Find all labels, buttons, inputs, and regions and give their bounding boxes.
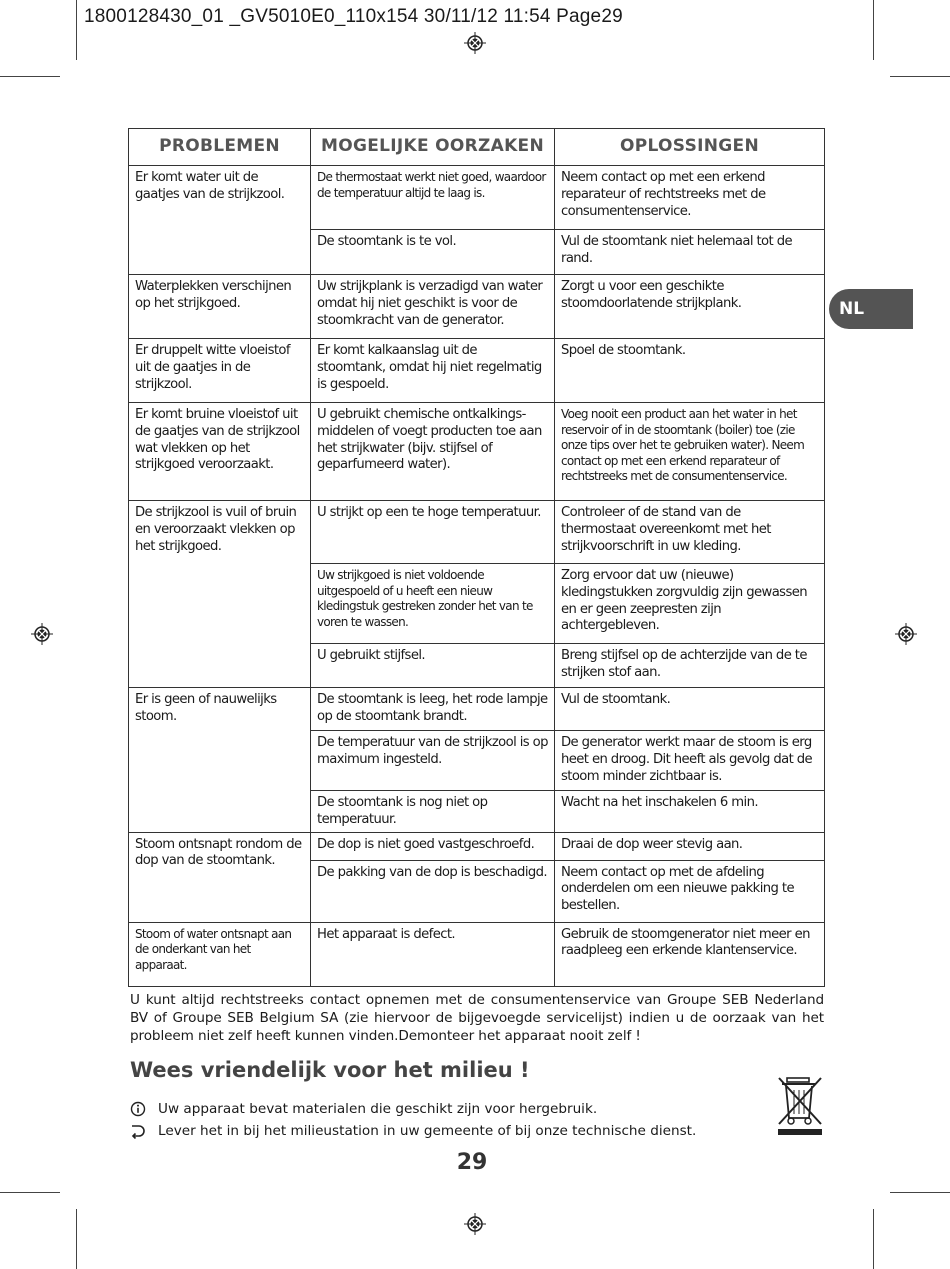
language-tab: NL [829,289,913,329]
solution-cell: Voeg nooit een product aan het water in het reservoir of in de stoomtank (boiler) toe (zie onze tips over het te gebruiken water). Neem contact op met een erkend reparateur of rechtstreeks met de consumentenservice. [555,403,825,501]
problem-cell: Waterplekken verschijnen op het strijkgoed. [129,275,311,339]
crop-mark [0,1192,60,1193]
table-row [129,275,825,339]
registration-mark-icon [464,1213,486,1235]
column-header-solutions: OPLOSSINGEN [555,129,825,166]
table-row [129,688,825,731]
cause-cell: Uw strijkgoed is niet voldoende uitgespoeld of u heeft een nieuw kledingstuk gestreken zonder het van te voren te wassen. [311,564,555,644]
solution-cell: Vul de stoomtank. [555,688,825,731]
problem-cell: Er is geen of nauwelijks stoom. [129,688,311,833]
problem-cell: Stoom of water ontsnapt aan de onderkant van het apparaat. [129,922,311,986]
crossed-out-bin-icon [776,1074,824,1136]
environment-list [130,1098,750,1142]
crop-mark [890,1192,950,1193]
table-row [129,832,825,860]
cause-cell: De pakking van de dop is beschadigd. [311,860,555,922]
crop-mark [76,1209,77,1269]
column-header-causes: MOGELIJKE OORZAKEN [311,129,555,166]
list-item-text: Uw apparaat bevat materialen die geschikt zijn voor hergebruik. [158,1101,598,1117]
solution-cell: Wacht na het inschakelen 6 min. [555,791,825,833]
page-number: 29 [456,1150,488,1175]
table-row [129,166,825,230]
cause-cell: U gebruikt chemische ontkalkings-middelen of voegt producten toe aan het strijkwater (bijv. stijfsel of geparfumeerd water). [311,403,555,501]
problem-cell: De strijkzool is vuil of bruin en veroorzaakt vlekken op het strijkgoed. [129,501,311,688]
solution-cell: Neem contact op met een erkend reparateur of rechtstreeks met de consumentenservice. [555,166,825,230]
cause-cell: De stoomtank is leeg, het rode lampje op de stoomtank brandt. [311,688,555,731]
cause-cell: De temperatuur van de strijkzool is op maximum ingesteld. [311,731,555,791]
solution-cell: Zorg ervoor dat uw (nieuwe) kledingstukken zorgvuldig zijn gewassen en er geen zeepresten zijn achtergebleven. [555,564,825,644]
cause-cell: U gebruikt stijfsel. [311,644,555,688]
troubleshooting-table [128,128,825,987]
cause-cell: Het apparaat is defect. [311,922,555,986]
problem-cell: Er druppelt witte vloeistof uit de gaatjes in de strijkzool. [129,339,311,403]
list-item-text: Lever het in bij het milieustation in uw gemeente of bij onze technische dienst. [158,1123,697,1139]
registration-mark-icon [895,623,917,645]
table-row [129,501,825,564]
problem-cell: Stoom ontsnapt rondom de dop van de stoomtank. [129,832,311,922]
list-item [130,1120,750,1142]
crop-mark [873,0,874,60]
crop-mark [890,76,950,77]
crop-mark [0,76,60,77]
solution-cell: Controleer of de stand van de thermostaat overeenkomt met het strijkvoorschrift in uw kleding. [555,501,825,564]
cause-cell: Uw strijkplank is verzadigd van water omdat hij niet geschikt is voor de stoomkracht van de generator. [311,275,555,339]
cause-cell: De stoomtank is nog niet op temperatuur. [311,791,555,833]
cause-cell: De stoomtank is te vol. [311,230,555,275]
problem-cell: Er komt bruine vloeistof uit de gaatjes van de strijkzool wat vlekken op het strijkgoed veroorzaakt. [129,403,311,501]
info-icon [130,1101,146,1117]
cause-cell: Er komt kalkaanslag uit de stoomtank, omdat hij niet regelmatig is gespoeld. [311,339,555,403]
table-row [129,403,825,501]
column-header-problems: PROBLEMEN [129,129,311,166]
solution-cell: Breng stijfsel op de achterzijde van de te strijken stof aan. [555,644,825,688]
contact-note: U kunt altijd rechtstreeks contact opnemen met de consumentenservice van Groupe SEB Nederland BV of Groupe SEB Belgium SA (zie hiervoor de bijgevoegde servicelijst) indien u de oorzaak van het probleem niet zelf heeft kunnen vinden.Demonteer het apparaat nooit zelf ! [130,992,824,1044]
solution-cell: Zorgt u voor een geschikte stoomdoorlatende strijkplank. [555,275,825,339]
table-row [129,339,825,403]
arrow-icon [130,1123,146,1139]
list-item [130,1098,750,1120]
crop-mark [76,0,77,60]
solution-cell: De generator werkt maar de stoom is erg heet en droog. Dit heeft als gevolg dat de stoom minder zichtbaar is. [555,731,825,791]
solution-cell: Neem contact op met de afdeling onderdelen om een nieuwe pakking te bestellen. [555,860,825,922]
solution-cell: Gebruik de stoomgenerator niet meer en raadpleeg een erkende klantenservice. [555,922,825,986]
cause-cell: U strijkt op een te hoge temperatuur. [311,501,555,564]
registration-mark-icon [31,623,53,645]
problem-cell: Er komt water uit de gaatjes van de strijkzool. [129,166,311,275]
table-header-row [129,129,825,166]
cause-cell: De dop is niet goed vastgeschroefd. [311,832,555,860]
crop-mark [873,1209,874,1269]
print-header: 1800128430_01 _GV5010E0_110x154 30/11/12 11:54 Page29 [84,6,623,27]
solution-cell: Draai de dop weer stevig aan. [555,832,825,860]
environment-title: Wees vriendelijk voor het milieu ! [130,1058,530,1082]
solution-cell: Vul de stoomtank niet helemaal tot de rand. [555,230,825,275]
cause-cell: De thermostaat werkt niet goed, waardoor de temperatuur altijd te laag is. [311,166,555,230]
solution-cell: Spoel de stoomtank. [555,339,825,403]
registration-mark-icon [464,32,486,54]
table-row [129,922,825,986]
